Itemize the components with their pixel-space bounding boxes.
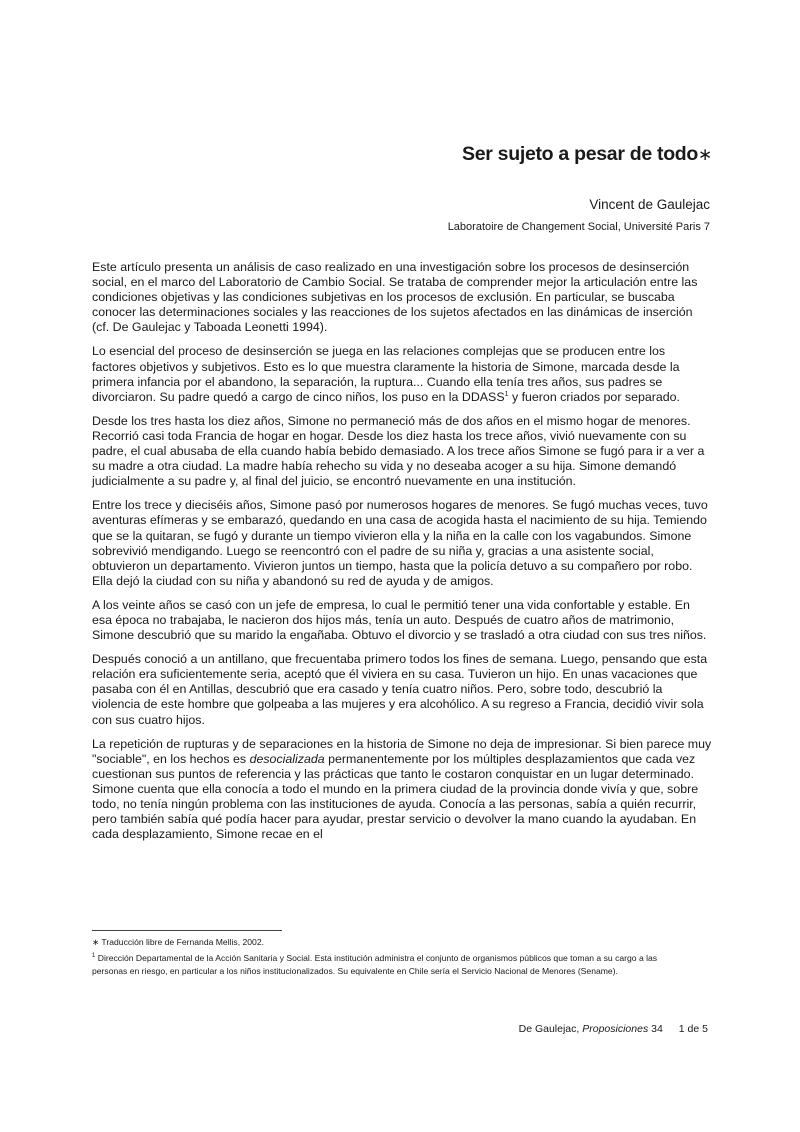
paragraph-5: A los veinte años se casó con un jefe de empresa, lo cual le permitió tener una vida confortable y estable. En esa época no trabajaba, le nacieron dos hijos más, tenía un auto. Después de cuatro años de matrimonio, Simone descubrió que su marido la engañaba. Obtuvo el divorcio y se trasladó a otra ciudad con sus tres niños. — [92, 597, 707, 643]
author-affiliation: Laboratoire de Changement Social, Université Paris 7 — [447, 221, 710, 233]
footnote-ref-1: 1 — [504, 390, 509, 398]
paragraph-7-text-a: La repetición de rupturas y de separaciones en la historia de Simone no deja de impresionar. Si bien parece muy "sociable", en los hechos es — [92, 736, 712, 766]
footnotes — [92, 936, 692, 981]
paragraph-7-emphasis: desocializada — [249, 751, 325, 766]
footer-citation: De Gaulejac, — [518, 1023, 583, 1035]
paragraph-2-text-a: Lo esencial del proceso de desinserción se juega en las relaciones complejas que se producen entre los factores objetivos y subjetivos. Esto es lo que muestra claramente la historia de Simone, marcada desde la primera infancia por el abandono, la separación, la ruptura... Cuando ella tenía tres años, sus padres se divorciaron. Su padre quedó a cargo de cinco niños, los puso en la DDASS — [92, 344, 680, 404]
footnote-ddass-mark: 1 — [92, 953, 96, 960]
footnote-ddass-text: Dirección Departamental de la Acción Sanitaria y Social. Esta institución administra el conjunto de organismos públicos que toman a su cargo a las personas en riesgo, en particular a los niños institucionalizados. Su equivalente en Chile sería el Servicio Nacional de Menores (Sename). — [92, 953, 658, 976]
article-title — [462, 143, 712, 166]
paragraph-7 — [92, 737, 712, 843]
footer-issue: 34 — [648, 1023, 663, 1035]
paragraph-7-text-b: permanentemente por los múltiples desplazamientos que cada vez cuestionan sus puntos de referencia y las prácticas que tanto le costaron conquistar en un lugar determinado. Simone cuenta que ella conocía a todo el mundo en la primera ciudad de la provincia donde vivía y que, sobre todo, no tenía ningún problema con las instituciones de ayuda. Conocía a las personas, sabía a quién recurrir, pero también sabía qué podía hacer para ayudar, prestar servicio o devolver la mano cuando la ayudaban. En cada desplazamiento, Simone recae en el — [92, 751, 699, 842]
title-footnote-mark: ∗ — [698, 145, 712, 164]
paragraph-2 — [92, 344, 712, 404]
page-number: 1 de 5 — [678, 1023, 708, 1035]
title-text: Ser sujeto a pesar de todo — [462, 143, 699, 165]
footnote-ddass — [92, 952, 692, 977]
footer-journal: Proposiciones — [582, 1023, 649, 1035]
author-name: Vincent de Gaulejac — [589, 197, 710, 212]
footnote-divider — [92, 930, 282, 931]
paragraph-6: Después conoció a un antillano, que frecuentaba primero todos los fines de semana. Luego, pensando que esta relación era suficientemente seria, aceptó que él viviera en su casa. Tuvieron un hijo. En unas vacaciones que pasaba con él en Antillas, descubrió que era casado y tenía cuatro niños. Pero, sobre todo, descubrió la violencia de este hombre que golpeaba a las mujeres y era alcohólico. A su regreso a Francia, decidió vivir sola con sus cuatro hijos. — [92, 652, 708, 727]
paragraph-4: Entre los trece y dieciséis años, Simone pasó por numerosos hogares de menores. Se fugó muchas veces, tuvo aventuras efímeras y se embarazó, quedando en una casa de acogida hasta el nacimiento de su hija. Temiendo que se la quitaran, se fugó y durante un tiempo vivieron ella y la niña en la calle con los vagabundos. Simone sobrevivió mendigando. Luego se reencontró con el padre de su niña y, gracias a una asistente social, obtuvieron un departamento. Vivieron juntos un tiempo, hasta que la policía detuvo a su compañero por robo. Ella dejó la ciudad con su niña y abandonó su red de ayuda y de amigos. — [92, 498, 708, 588]
paragraph-2-text-b: y fueron criados por separado. — [508, 389, 681, 404]
paragraph-3: Desde los tres hasta los diez años, Simone no permaneció más de dos años en el mismo hogar de menores. Recorrió casi toda Francia de hogar en hogar. Desde los diez hasta los trece años, vivió nuevamente con su padre, el cual abusaba de ella cuando había bebido demasiado. A los trece años Simone se fugó para ir a ver a su madre a otra ciudad. La madre había rehecho su vida y no deseaba acoger a su hija. Simone demandó judicialmente a su padre y, al final del juicio, se encontró nuevamente en una institución. — [92, 413, 705, 489]
footnote-translation — [92, 936, 692, 948]
footnote-translation-mark: ∗ — [92, 937, 100, 947]
paragraph-1: Este artículo presenta un análisis de caso realizado en una investigación sobre los procesos de desinserción social, en el marco del Laboratorio de Cambio Social. Se trataba de comprender mejor la articulación entre las condiciones objetivas y las condiciones subjetivas en los procesos de exclusión. En particular, se buscaba conocer las determinaciones sociales y las reacciones de los sujetos afectados en las dinámicas de inserción (cf. De Gaulejac y Taboada Leonetti 1994). — [92, 260, 698, 335]
article-body — [92, 260, 712, 851]
page-footer — [519, 1023, 708, 1035]
footnote-translation-text: Traducción libre de Fernanda Mellis, 2002. — [99, 937, 265, 947]
